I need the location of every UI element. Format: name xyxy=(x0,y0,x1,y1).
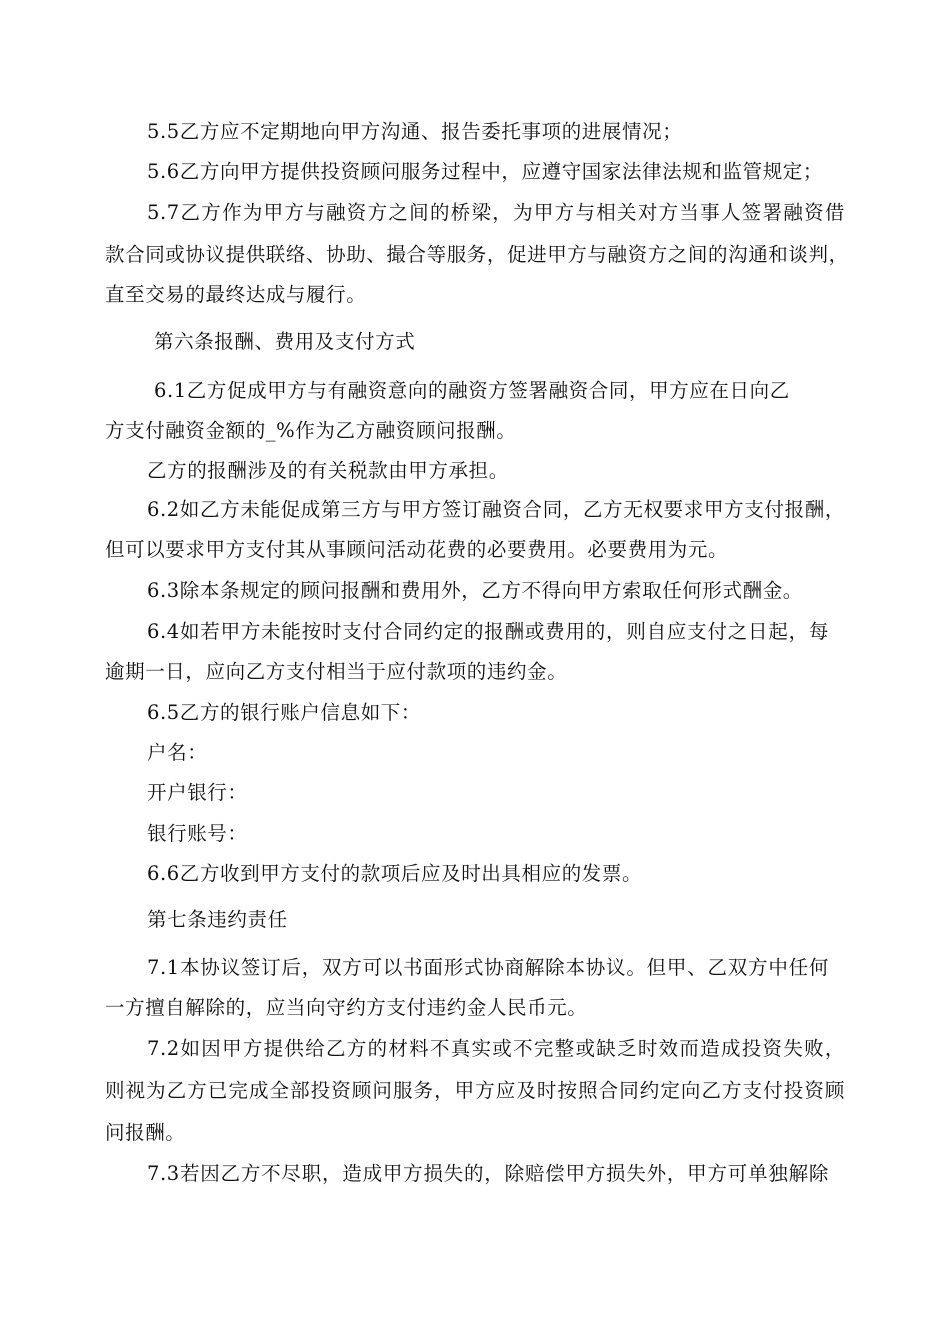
clause-7-2-line-3: 问报酬。 xyxy=(105,1121,186,1144)
clause-6-6-line: 6.6乙方收到甲方支付的款项后应及时出具相应的发票。 xyxy=(147,862,643,885)
clause-7-1-line-1: 7.1本协议签订后，双方可以书面形式协商解除本协议。但甲、乙双方中任何 xyxy=(147,956,829,979)
clause-7-2-line-2: 则视为乙方已完成全部投资顾问服务，甲方应及时按照合同约定向乙方支付投资顾 xyxy=(105,1079,845,1102)
clause-5-5-line: 5.5乙方应不定期地向甲方沟通、报告委托事项的进展情况； xyxy=(147,120,683,143)
clause-6-1-line-1: 6.1乙方促成甲方与有融资意向的融资方签署融资合同，甲方应在日向乙 xyxy=(154,379,790,402)
clause-7-2-line-1: 7.2如因甲方提供给乙方的材料不真实或不完整或缺乏时效而造成投资失败， xyxy=(147,1037,845,1060)
account-name-line: 户名： xyxy=(147,741,208,764)
clause-6-5-line: 6.5乙方的银行账户信息如下： xyxy=(147,701,422,724)
account-number-line: 银行账号： xyxy=(147,822,248,845)
clause-6-2-line-1: 6.2如乙方未能促成第三方与甲方签订融资合同，乙方无权要求甲方支付报酬， xyxy=(147,498,845,521)
clause-6-4-line-2: 逾期一日，应向乙方支付相当于应付款项的违约金。 xyxy=(105,660,568,683)
bank-name-line: 开户银行： xyxy=(147,781,248,804)
clause-5-7-line-3: 直至交易的最终达成与履行。 xyxy=(105,283,367,306)
article-6-heading: 第六条报酬、费用及支付方式 xyxy=(154,330,416,353)
clause-6-4-line-1: 6.4如若甲方未能按时支付合同约定的报酬或费用的，则自应支付之日起，每 xyxy=(147,620,829,643)
article-7-heading: 第七条违约责任 xyxy=(147,908,288,931)
clause-5-7-line-1: 5.7乙方作为甲方与融资方之间的桥梁，为甲方与相关对方当事人签署融资借 xyxy=(147,201,845,224)
clause-7-3-line-1: 7.3若因乙方不尽职，造成甲方损失的，除赔偿甲方损失外，甲方可单独解除 xyxy=(147,1162,829,1185)
clause-6-3-line: 6.3除本条规定的顾问报酬和费用外，乙方不得向甲方索取任何形式酬金。 xyxy=(147,579,803,602)
clause-5-6-line: 5.6乙方向甲方提供投资顾问服务过程中，应遵守国家法律法规和监管规定； xyxy=(147,160,824,183)
clause-7-1-line-2: 一方擅自解除的，应当向守约方支付违约金人民币元。 xyxy=(105,996,588,1019)
clause-5-7-line-2: 款合同或协议提供联络、协助、撮合等服务，促进甲方与融资方之间的沟通和谈判， xyxy=(105,243,849,266)
clause-6-2-line-2: 但可以要求甲方支付其从事顾问活动花费的必要费用。必要费用为元。 xyxy=(105,538,729,561)
tax-note-line: 乙方的报酬涉及的有关税款由甲方承担。 xyxy=(147,459,509,482)
clause-6-1-line-2: 方支付融资金额的_%作为乙方融资顾问报酬。 xyxy=(105,419,517,442)
